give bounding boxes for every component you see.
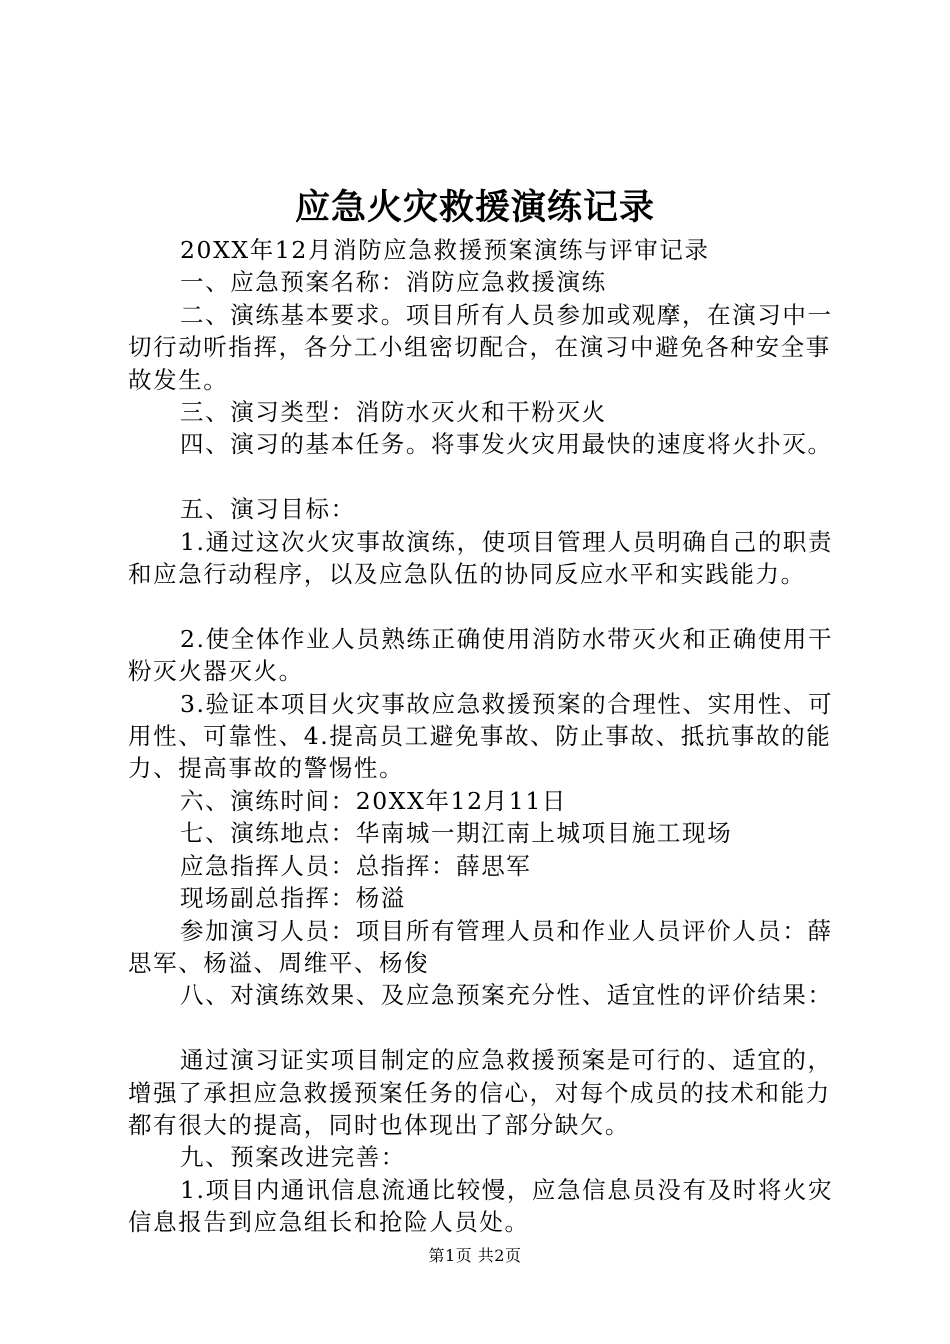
blank-line [128, 461, 853, 493]
paragraph-evaluation-heading: 八、对演练效果、及应急预案充分性、适宜性的评价结果： [180, 981, 833, 1010]
paragraph-drill-time: 六、演练时间：20XX年12月11日 [180, 786, 567, 815]
document-title: 应急火灾救援演练记录 [294, 187, 655, 228]
paragraph-basic-requirements: 二、演练基本要求。项目所有人员参加或观摩，在演习中一切行动听指挥，各分工小组密切配合，在演习中避免各种安全事故发生。 [128, 300, 833, 394]
paragraph-heading-date: 20XX年12月消防应急救援预案演练与评审记录 [180, 236, 710, 264]
blank-line [128, 1012, 853, 1044]
paragraph-drill-location: 七、演练地点：华南城一期江南上城项目施工现场 [180, 819, 733, 848]
paragraph-improvement-1: 1.项目内通讯信息流通比较慢，应急信息员没有及时将火灾信息报告到应急组长和抢险人员处。 [128, 1175, 834, 1237]
paragraph-goal-1: 1.通过这次火灾事故演练，使项目管理人员明确自己的职责和应急行动程序，以及应急队伍的协同反应水平和实践能力。 [128, 527, 834, 589]
paragraph-evaluation-result: 通过演习证实项目制定的应急救援预案是可行的、适宜的，增强了承担应急救援预案任务的信心，对每个成员的技术和能力都有很大的提高，同时也体现出了部分缺欠。 [128, 1046, 833, 1139]
document-body [128, 234, 853, 1239]
paragraph-improvement-heading: 九、预案改进完善： [180, 1143, 406, 1172]
paragraph-drill-goals: 五、演习目标： [180, 495, 356, 524]
paragraph-goal-3: 3.验证本项目火灾事故应急救援预案的合理性、实用性、可用性、可靠性、4.提高员工避免事故、防止事故、抵抗事故的能力、提高事故的警惕性。 [128, 689, 834, 783]
paragraph-drill-type: 三、演习类型：消防水灭火和干粉灭火 [180, 398, 607, 427]
blank-line [128, 590, 853, 622]
page-footer: 第1页 共2页 [428, 1246, 522, 1265]
paragraph-plan-name: 一、应急预案名称：消防应急救援演练 [180, 268, 607, 297]
paragraph-commander: 应急指挥人员：总指挥：薛思军 [180, 851, 532, 880]
paragraph-deputy-commander: 现场副总指挥：杨溢 [180, 884, 406, 913]
paragraph-basic-task: 四、演习的基本任务。将事发火灾用最快的速度将火扑灭。 [180, 430, 833, 459]
paragraph-participants: 参加演习人员：项目所有管理人员和作业人员评价人员：薛思军、杨溢、周维平、杨俊 [128, 916, 833, 977]
paragraph-goal-2: 2.使全体作业人员熟练正确使用消防水带灭火和正确使用干粉灭火器灭火。 [128, 624, 834, 686]
